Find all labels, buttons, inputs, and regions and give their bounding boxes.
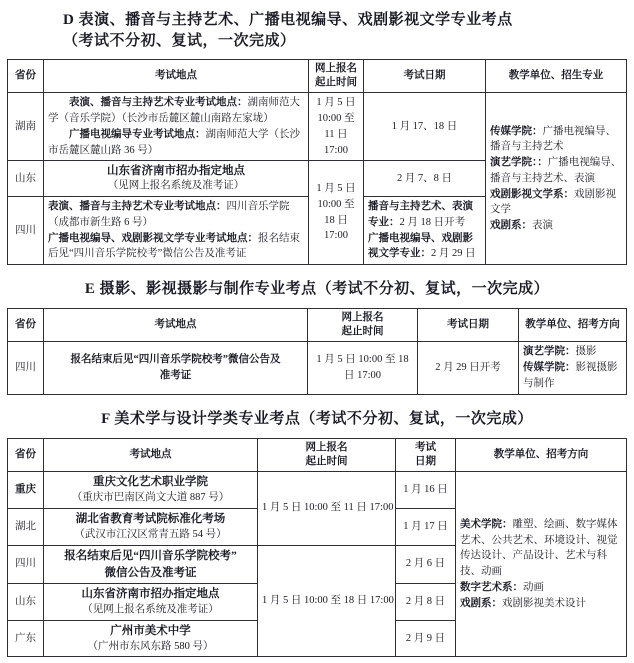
cell-exam-location <box>44 545 258 583</box>
unit-text: 影视摄影与制作 <box>523 362 618 389</box>
section-f-title: F 美术学与设计学类专业考点（考试不分初、复试，一次完成） <box>101 410 533 427</box>
header-teaching-unit: 教学单位、招考方向 <box>456 438 627 471</box>
date-label: 广播电视编导、戏剧影视文学专业： <box>368 232 473 260</box>
cell-exam-location <box>44 161 309 197</box>
unit-text: 雕塑、绘画、数字媒体艺术、公共艺术、环境设计、视觉传达设计、产品设计、艺术与科技、动画 <box>460 518 618 578</box>
cell-exam-location <box>44 583 258 620</box>
cell-province: 湖南 <box>8 93 44 161</box>
cell-exam-date: 1 月 17、18 日 <box>364 93 486 161</box>
unit-label: 戏剧系： <box>490 220 532 232</box>
location-name: 山东省济南市招办指定地点 <box>81 587 220 600</box>
section-d-title-line1: D 表演、播音与主持艺术、广播电视编导、戏剧影视文学专业考点 <box>63 12 513 28</box>
location-note: （见网上报名系统及准考证） <box>82 603 219 615</box>
location-note: （武汉市江汉区常青五路 54 号） <box>74 528 227 540</box>
cell-registration-period: 1 月 5 日 10:00 至 18 日 17:00 <box>308 342 418 394</box>
unit-text: 广播电视编导、播音与主持艺术、表演 <box>490 157 622 184</box>
location-name: 报名结束后见“四川音乐学院校考” <box>64 549 237 562</box>
cell-exam-date: 1 月 17 日 <box>396 508 456 545</box>
cell-exam-date: 2 月 29 日开考 <box>418 342 519 394</box>
cell-province: 广东 <box>8 620 44 657</box>
header-province: 省份 <box>8 438 44 471</box>
cell-province: 山东 <box>8 583 44 620</box>
header-exam-location: 考试地点 <box>44 60 309 93</box>
table-f-header-row <box>8 438 627 471</box>
cell-province: 山东 <box>8 161 44 197</box>
location-note: （见网上报名系统及准考证） <box>107 180 245 192</box>
unit-text: 戏剧影视美术设计 <box>502 597 586 609</box>
header-teaching-unit: 教学单位、招考方向 <box>519 309 627 342</box>
location-name: 重庆文化艺术职业学院 <box>93 476 208 489</box>
cell-registration-period: 1 月 5 日 10:00 至 11 日 17:00 <box>258 472 396 546</box>
location-text: 湖南师范大学（音乐学院）（长沙市岳麓区麓山南路左家垅） <box>48 97 300 125</box>
cell-province: 四川 <box>8 342 44 394</box>
location-text: 湖南师范大学（长沙市岳麓区麓山路 36 号） <box>48 128 300 156</box>
location-name: 广州市美术中学 <box>110 624 191 637</box>
header-teaching-unit: 教学单位、招生专业 <box>486 60 627 93</box>
header-exam-location: 考试地点 <box>44 438 258 471</box>
section-e-title: E 摄影、影视摄影与制作专业考点（考试不分初、复试，一次完成） <box>84 281 550 298</box>
header-province: 省份 <box>8 60 44 93</box>
table-d-header-row <box>8 60 627 93</box>
unit-label: 演艺学院： <box>523 346 576 358</box>
table-e <box>7 308 627 395</box>
location-name: 山东省济南市招办指定地点 <box>107 165 245 178</box>
header-exam-date: 考试 日期 <box>396 438 456 471</box>
cell-exam-location <box>44 620 258 657</box>
table-f-row-chongqing <box>8 472 627 509</box>
cell-province: 重庆 <box>8 472 44 509</box>
location-name: 湖北省教育考试院标准化考场 <box>75 512 226 525</box>
unit-label: 美术学院： <box>460 518 513 530</box>
unit-label: 戏剧影视文学系： <box>490 188 574 200</box>
table-d-row-hunan <box>8 93 627 161</box>
location-text: 四川音乐学院（成都市新生路 6 号） <box>48 201 290 228</box>
header-exam-date: 考试日期 <box>418 309 519 342</box>
unit-label: 演艺学院：： <box>490 157 548 169</box>
header-province: 省份 <box>8 309 44 342</box>
cell-registration-period: 1 月 5 日 10:00 至 11 日 17:00 <box>309 93 364 161</box>
cell-exam-location: 报名结束后见“四川音乐学院校考”微信公告及准考证 <box>44 342 308 394</box>
location-note: （重庆市巴南区尚文大道 887 号） <box>71 492 230 504</box>
unit-label: 传媒学院： <box>490 125 543 137</box>
header-registration-period: 网上报名 起止时间 <box>258 438 396 471</box>
cell-exam-location <box>44 197 309 265</box>
unit-text: 戏剧影视文学 <box>490 188 616 216</box>
unit-text: 广播电视编导、播音与主持艺术 <box>490 125 616 153</box>
unit-label: 数字艺术系： <box>460 581 523 593</box>
unit-text: 表演 <box>532 220 553 232</box>
cell-registration-period: 1 月 5 日 10:00 至 18 日 17:00 <box>309 161 364 265</box>
location-note: 微信公告及准考证 <box>104 566 197 579</box>
cell-province: 四川 <box>8 197 44 265</box>
cell-exam-date: 1 月 16 日 <box>396 472 456 509</box>
header-registration-period: 网上报名 起止时间 <box>308 309 418 342</box>
cell-province: 湖北 <box>8 508 44 545</box>
cell-exam-date <box>364 197 486 265</box>
cell-exam-date: 2 月 8 日 <box>396 583 456 620</box>
cell-exam-date: 2 月 7、8 日 <box>364 161 486 197</box>
cell-province: 四川 <box>8 545 44 583</box>
cell-teaching-unit <box>456 472 627 657</box>
section-d-title-line2: （考试不分初、复试，一次完成） <box>63 33 296 49</box>
header-registration-period: 网上报名 起止时间 <box>309 60 364 93</box>
location-label: 广播电视编导、戏剧影视文学专业考试地点： <box>48 232 258 244</box>
table-d <box>7 59 627 265</box>
table-e-row-sichuan <box>8 342 627 394</box>
header-exam-date: 考试日期 <box>364 60 486 93</box>
cell-exam-date: 2 月 9 日 <box>396 620 456 657</box>
unit-label: 传媒学院： <box>523 362 576 374</box>
cell-exam-date: 2 月 6 日 <box>396 545 456 583</box>
cell-exam-location <box>44 508 258 545</box>
unit-label: 戏剧系： <box>460 597 502 609</box>
table-e-header-row <box>8 309 627 342</box>
unit-text: 摄影 <box>575 346 597 358</box>
cell-exam-location <box>44 472 258 509</box>
cell-teaching-unit <box>519 342 627 394</box>
date-text: 2 月 18 日开考 <box>399 216 466 228</box>
header-exam-location: 考试地点 <box>44 309 308 342</box>
location-text: 报名结束后见“四川音乐学院校考”微信公告及准考证 <box>48 232 300 260</box>
cell-exam-location <box>44 93 309 161</box>
location-label: 广播电视编导专业考试地点： <box>69 128 206 140</box>
location-label: 表演、播音与主持艺术专业考试地点： <box>69 97 248 109</box>
location-label: 表演、播音与主持艺术专业考试地点： <box>48 201 227 213</box>
table-f <box>7 438 627 658</box>
cell-teaching-unit <box>486 93 627 265</box>
location-note: （广州市东风东路 580 号） <box>87 640 214 652</box>
date-label: 播音与主持艺术、表演专业： <box>368 201 473 228</box>
section-d-title <box>7 10 627 52</box>
unit-text: 动画 <box>523 581 544 593</box>
cell-registration-period: 1 月 5 日 10:00 至 18 日 17:00 <box>258 545 396 657</box>
date-text: 2 月 29 日 <box>431 248 476 260</box>
